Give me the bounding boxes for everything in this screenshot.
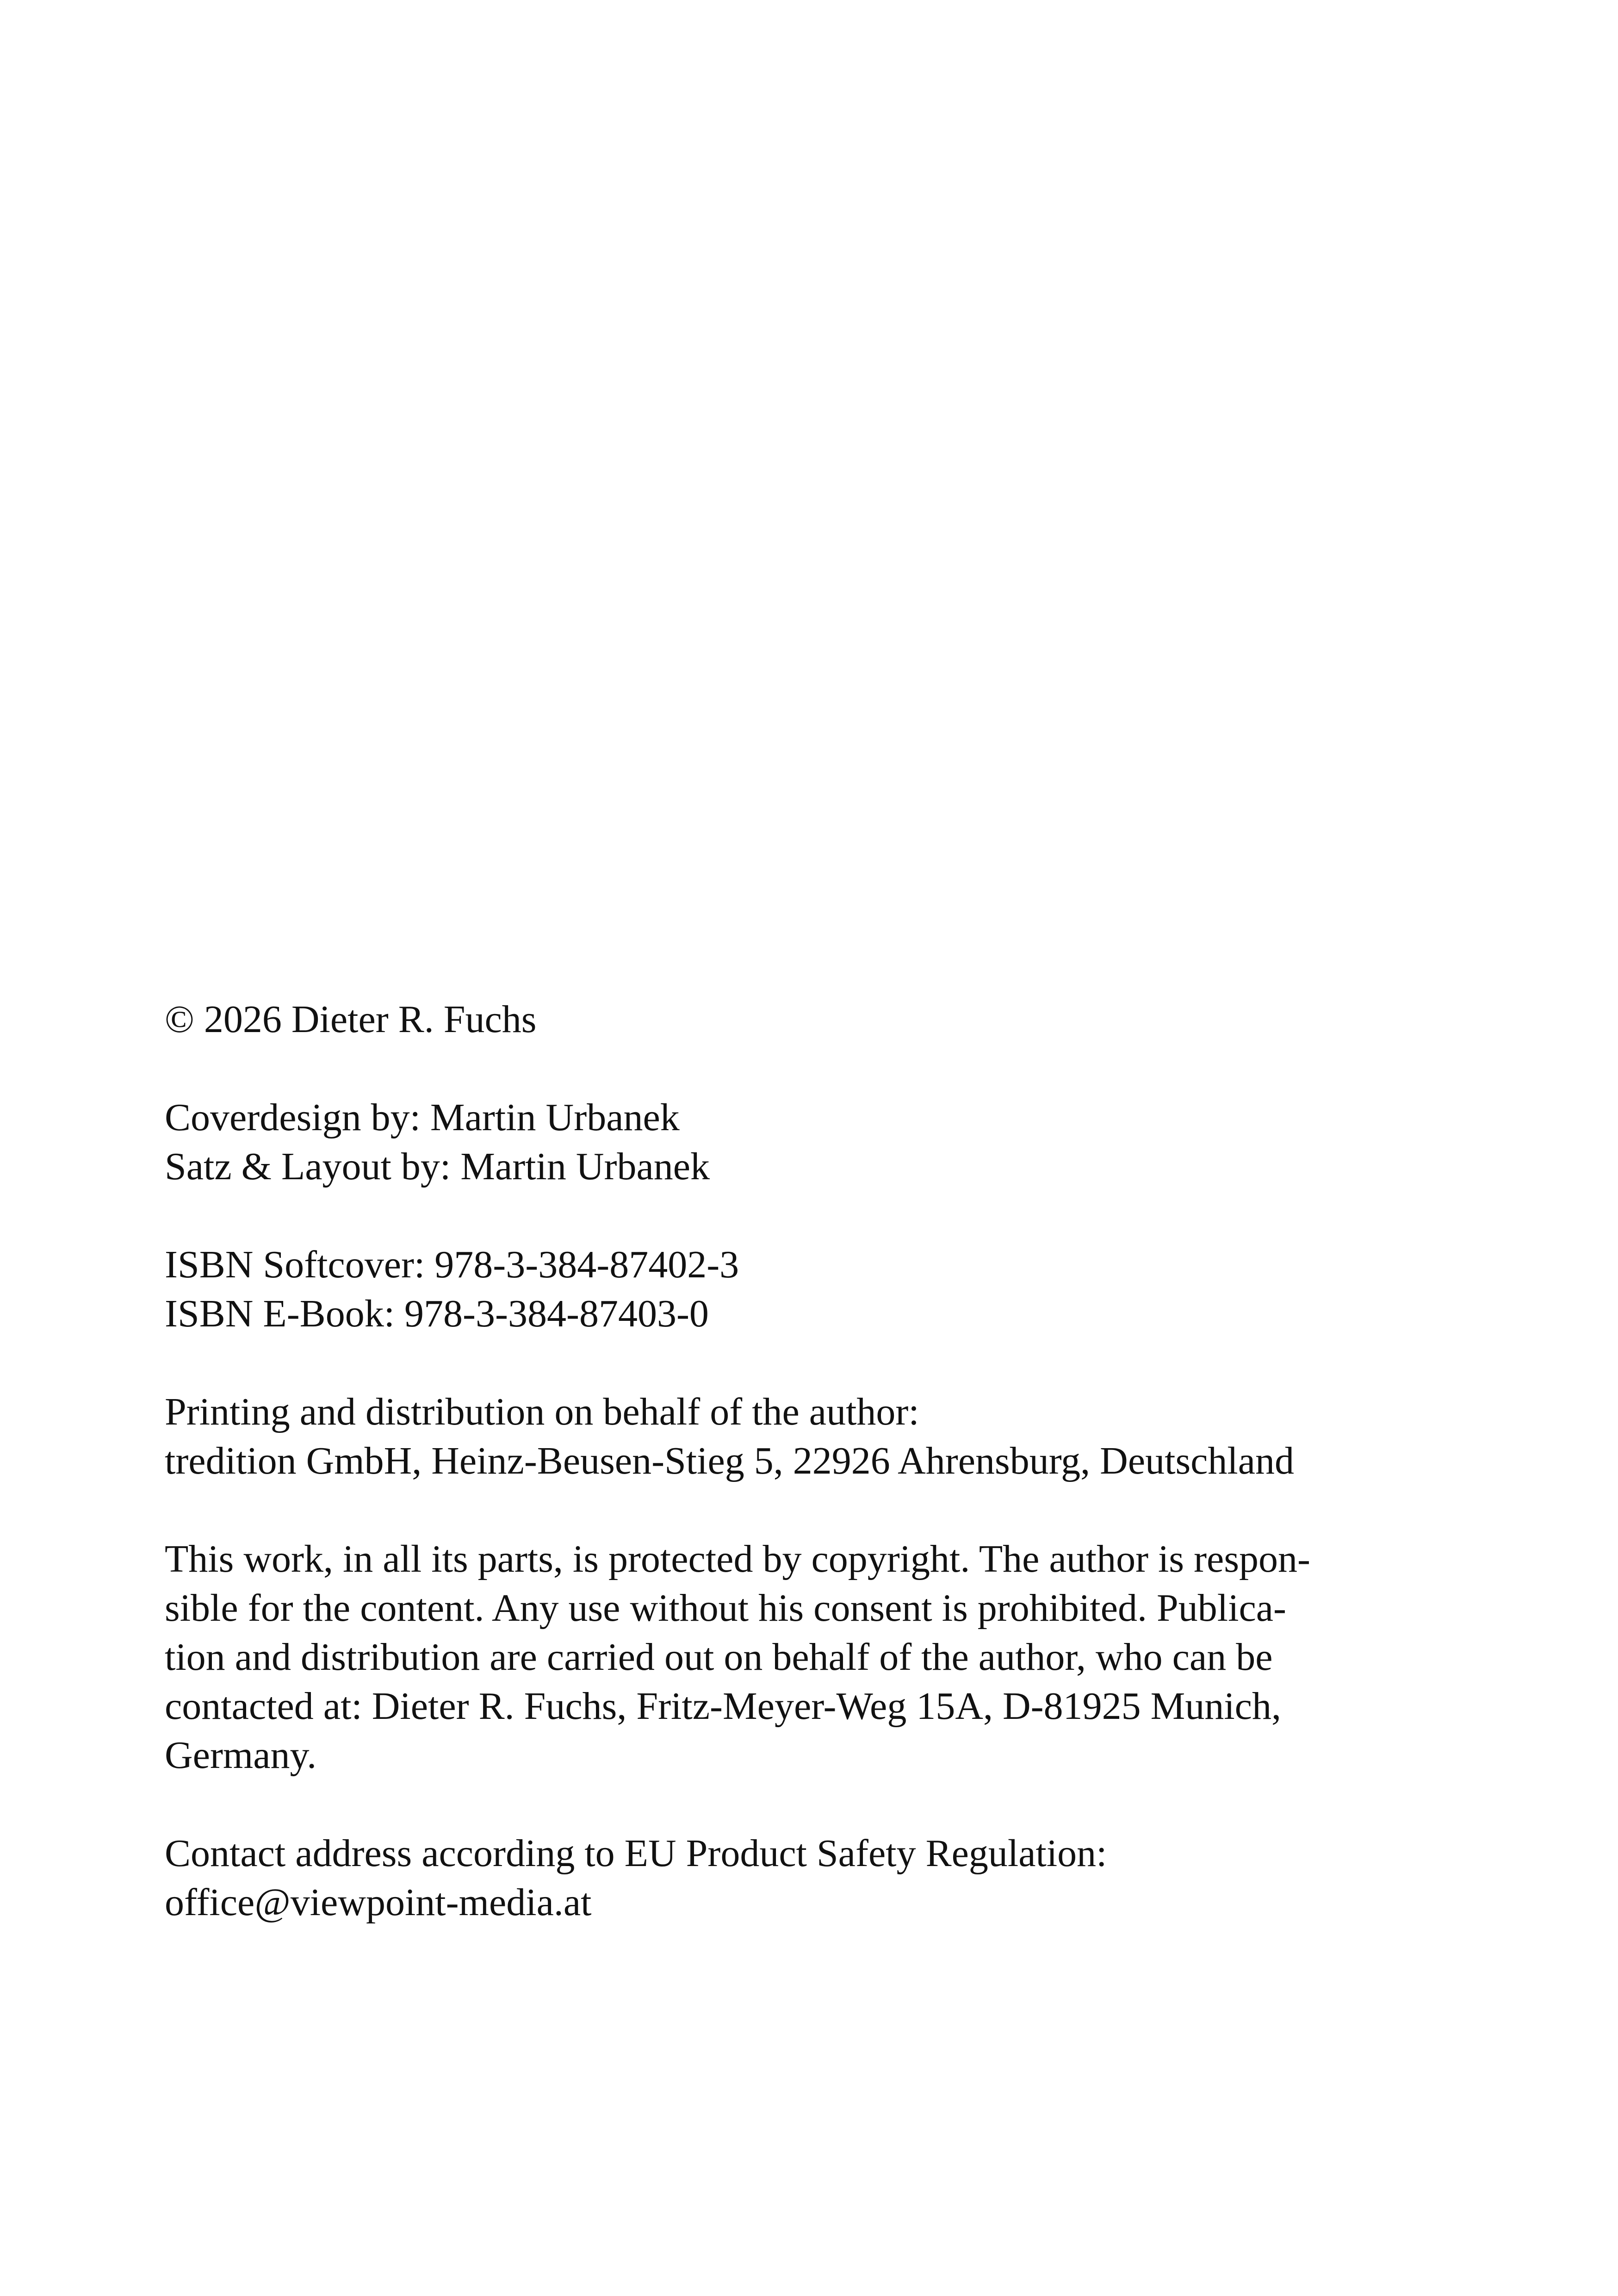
cover-design-credit: Coverdesign by: Martin Urbanek: [165, 1096, 680, 1139]
contact-label: Contact address according to EU Product Safety Regulation:: [165, 1832, 1107, 1875]
rights-paragraph: [165, 1535, 1460, 1780]
contact-email: office@viewpoint-media.at: [165, 1881, 592, 1924]
layout-credit: Satz & Layout by: Martin Urbanek: [165, 1145, 710, 1188]
rights-line: This work, in all its parts, is protected by copyright. The author is respon-: [165, 1537, 1310, 1580]
publisher-address: tredition GmbH, Heinz-Beusen-Stieg 5, 22926 Ahrensburg, Deutschland: [165, 1439, 1295, 1482]
contact-block: [165, 1829, 1460, 1927]
rights-line: sible for the content. Any use without his consent is prohibited. Publica-: [165, 1587, 1286, 1630]
imprint-text: [165, 995, 1460, 1976]
rights-line: Germany.: [165, 1734, 317, 1777]
isbn-softcover: ISBN Softcover: 978-3-384-87402-3: [165, 1243, 739, 1286]
rights-line: tion and distribution are carried out on behalf of the author, who can be: [165, 1636, 1273, 1679]
isbn-ebook: ISBN E-Book: 978-3-384-87403-0: [165, 1292, 709, 1335]
printing-block: [165, 1388, 1460, 1486]
credits-block: [165, 1093, 1460, 1191]
copyright-block: [165, 995, 1460, 1044]
printing-label: Printing and distribution on behalf of the author:: [165, 1390, 919, 1433]
copyright-line: © 2026 Dieter R. Fuchs: [165, 998, 537, 1041]
isbn-block: [165, 1240, 1460, 1338]
rights-line: contacted at: Dieter R. Fuchs, Fritz-Meyer-Weg 15A, D-81925 Munich,: [165, 1685, 1281, 1728]
